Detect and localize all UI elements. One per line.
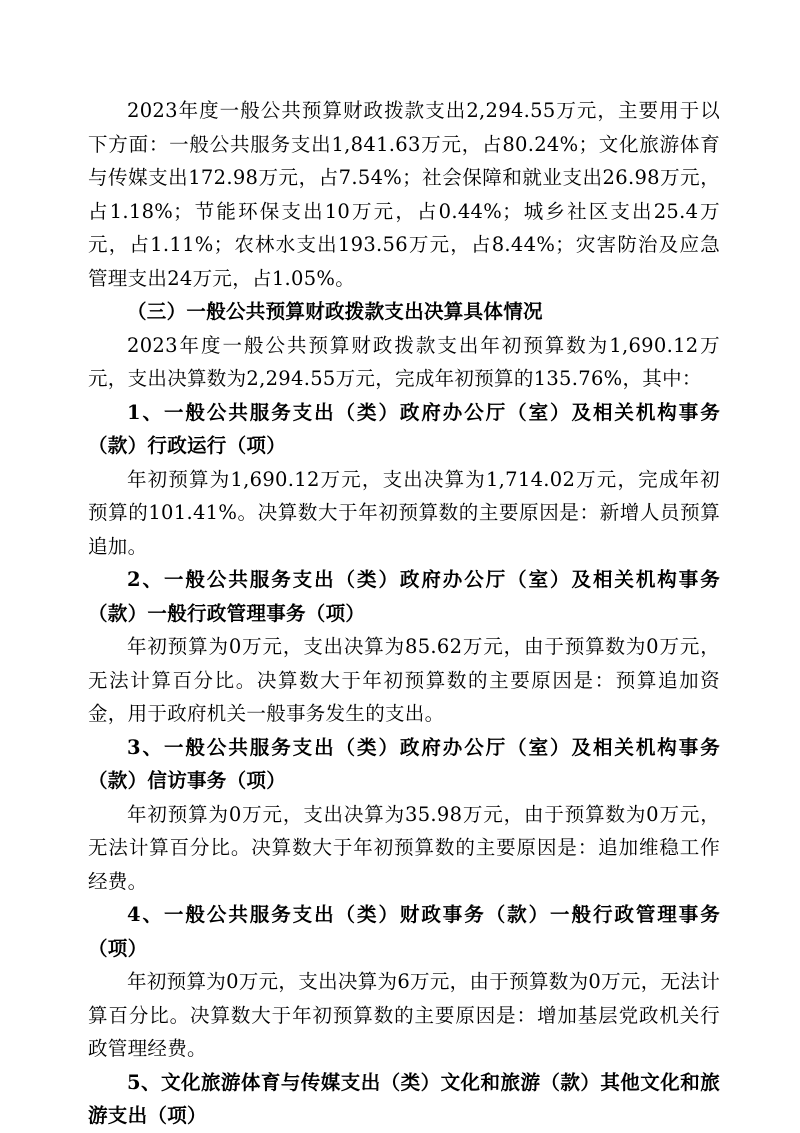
item-3-paragraph: 年初预算为0万元，支出决算为35.98万元，由于预算数为0万元，无法计算百分比。决算数大于年初预算数的主要原因是：追加维稳工作经费。 [88, 802, 720, 893]
item-1-paragraph: 年初预算为1,690.12万元，支出决算为1,714.02万元，完成年初预算的101.41%。决算数大于年初预算数的主要原因是：新增人员预算追加。 [88, 467, 720, 558]
item-5-heading: 5、文化旅游体育与传媒支出（类）文化和旅游（款）其他文化和旅游支出（项） [88, 1070, 720, 1127]
expenditure-summary-paragraph: 2023年度一般公共预算财政拨款支出2,294.55万元，主要用于以下方面：一般公共服务支出1,841.63万元，占80.24%；文化旅游体育与传媒支出172.98万元，占7.54%；社会保障和就业支出26.98万元，占1.18%；节能环保支出10万元，占0.44%；城乡社区支出25.4万元，占1.11%；农林水支出193.56万元，占8.44%；灾害防治及应急管理支出24万元，占1.05%。 [88, 99, 720, 290]
item-2-heading: 2、一般公共服务支出（类）政府办公厅（室）及相关机构事务（款）一般行政管理事务（项） [88, 568, 720, 625]
section-heading: （三）一般公共预算财政拨款支出决算具体情况 [127, 300, 543, 323]
item-1-heading: 1、一般公共服务支出（类）政府办公厅（室）及相关机构事务（款）行政运行（项） [88, 400, 720, 457]
document-body [88, 94, 720, 1133]
item-2-paragraph: 年初预算为0万元，支出决算为85.62万元，由于预算数为0万元，无法计算百分比。决算数大于年初预算数的主要原因是：预算追加资金，用于政府机关一般事务发生的支出。 [88, 635, 720, 725]
item-4-heading: 4、一般公共服务支出（类）财政事务（款）一般行政管理事务（项） [88, 903, 720, 960]
budget-overview-paragraph: 2023年度一般公共预算财政拨款支出年初预算数为1,690.12万元，支出决算数为2,294.55万元，完成年初预算的135.76%，其中： [88, 333, 720, 390]
item-3-heading: 3、一般公共服务支出（类）政府办公厅（室）及相关机构事务（款）信访事务（项） [88, 735, 720, 792]
item-4-paragraph: 年初预算为0万元，支出决算为6万元，由于预算数为0万元，无法计算百分比。决算数大于年初预算数的主要原因是：增加基层党政机关行政管理经费。 [88, 970, 720, 1060]
